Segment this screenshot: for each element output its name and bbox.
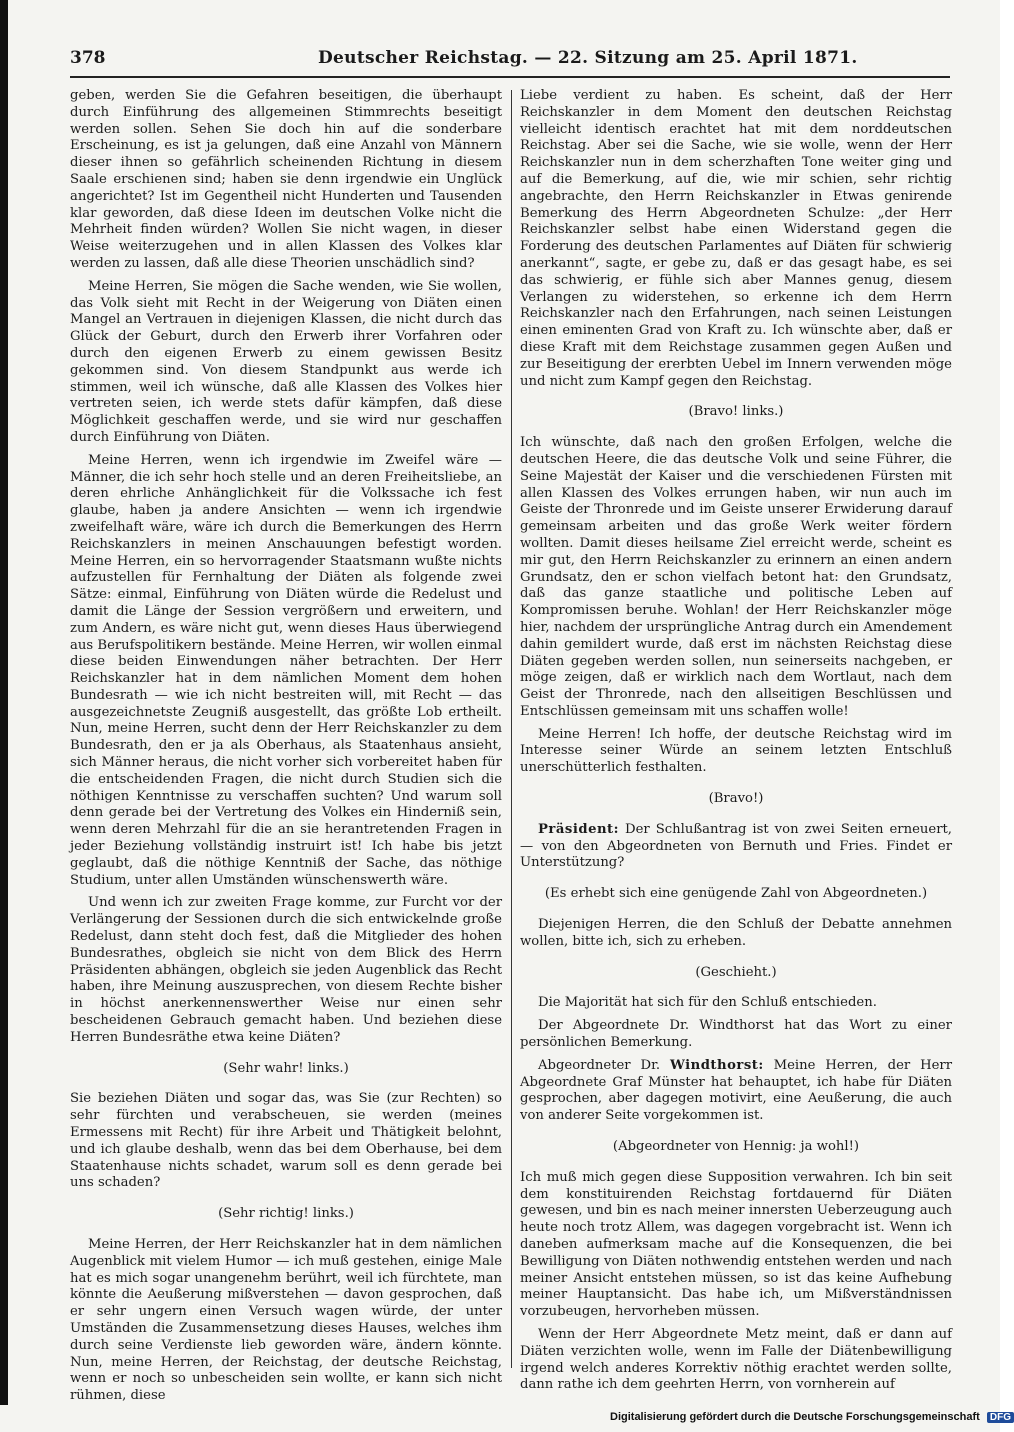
page-title: Deutscher Reichstag. — 22. Sitzung am 25. April 1871. [318, 48, 858, 68]
left-column [70, 88, 502, 1404]
paragraph: Meine Herren! Ich hoffe, der deutsche Reichstag wird im Interesse seiner Würde an seinem letzten Entschluß unerschütterlich festhalten. [520, 726, 952, 776]
speaker-name: Windthorst: [670, 1057, 764, 1073]
paragraph [520, 1058, 952, 1125]
paragraph: Ich muß mich gegen diese Supposition verwahren. Ich bin seit dem konstituirenden Reichstag fortdauernd für Diäten gewesen, und bin es nach meiner innersten Ueberzeugung auch heute noch trotz Allem, was dagegen vorgebracht ist. Wenn ich daneben aufmerksam mache auf die Konsequenzen, die bei Bewilligung von Diäten nothwendig entstehen werden und nach meiner Ansicht entstehen müssen, so ist das keine Aufhebung meiner Hauptansicht. Das habe ich, um Mißverständnissen vorzubeugen, hervorheben müssen. [520, 1169, 952, 1320]
paragraph: geben, werden Sie die Gefahren beseitigen, die überhaupt durch Einführung des allgemeinen Stimmrechts beseitigt werden sollen. Sehen Sie doch hin auf die sonderbare Erscheinung, es ist ja gelungen, daß eine Anzahl von Männern dieser ihnen so gefährlich scheinenden Richtung in diesem Saale erschienen sind; haben sie denn irgendwie ein Unglück angerichtet? Ist im Gegentheil nicht Hunderten und Tausenden klar geworden, daß diese Ideen im deutschen Volke nicht die Mehrheit finden würden? Wollen Sie nicht wagen, in dieser Weise weiterzugehen und in allen Klassen des Volkes klar werden zu lassen, daß alle diese Theorien unschädlich sind? [70, 88, 502, 271]
paragraph: Wenn der Herr Abgeordnete Metz meint, daß er dann auf Diäten verzichten wolle, wenn im Falle der Diätenbewilligung irgend welch anderes Korrektiv nöthig erachtet werden sollte, dann rathe ich dem geehrten Herrn, von vornherein auf [520, 1327, 952, 1393]
paragraph: Und wenn ich zur zweiten Frage komme, zur Furcht vor der Verlängerung der Sessionen durch die sich entwickelnde große Redelust, dann steht doch fest, daß die Mitglieder des hohen Bundesrathes, obgleich sie nicht von dem Blick des Herrn Präsidenten abhängen, obgleich sie jeden Augenblick das Recht haben, ihre Meinung auszusprechen, von diesem Rechte bisher in höchst anerkennenswerther Weise nur einen sehr bescheidenen Gebrauch gemacht haben. Und beziehen diese Herren Bundesräthe etwa keine Diäten? [70, 895, 502, 1045]
interjection: (Geschieht.) [695, 964, 777, 980]
dfg-logo: DFG [987, 1412, 1014, 1423]
speaker-name: Präsident: [538, 821, 620, 837]
page-header [70, 44, 950, 74]
credit-text: Digitalisierung gefördert durch die Deutsche Forschungsgemeinschaft [610, 1411, 980, 1423]
right-column [520, 88, 952, 1393]
paragraph: Sie beziehen Diäten und sogar das, was Sie (zur Rechten) so sehr fürchten und verabscheuen, sie werden (meines Ermessens mit Recht) für ihre Arbeit und Thätigkeit belohnt, und ich glaube deshalb, wenn das bei dem Oberhause, bei dem Staatenhause nichts schadet, warum soll es denn gerade bei uns schaden? [70, 1091, 502, 1191]
column-divider [511, 90, 512, 1368]
speech-text: Meine Herren, der Herr Abgeordnete Graf Münster hat behauptet, ich habe für Diäten gesprochen, aber dagegen motivirt, eine Aeußerung, die auch von anderer Seite vorgekommen ist. [520, 1057, 952, 1124]
paragraph [520, 822, 952, 872]
paragraph: Liebe verdient zu haben. Es scheint, daß der Herr Reichskanzler in dem Moment den deutschen Reichstag vielleicht identisch erachtet hat mit dem norddeutschen Reichstag. Aber sei die Sache, wie sie wolle, wenn der Herr Reichskanzler nun in dem scherzhaften Tone weiter ging und auf die Bemerkung, auf die, wie mir schien, sehr richtig angebrachte, den Herrn Reichskanzler in Etwas genirende Bemerkung des Herrn Abgeordneten Schulze: „der Herr Reichskanzler selbst habe einen Widerstand gegen die Forderung des deutschen Parlamentes auf Diäten für schwierig anerkannt“, sagte, er gebe zu, daß er das gesagt habe, es sei das schwierig, er fühle sich aber Mannes genug, diesem Verlangen zu widerstehen, so erkenne ich dem Herrn Reichskanzler nach den Erfahrungen, nach seinen Leistungen einen eminenten Grad von Kraft zu. Ich wünschte aber, daß er diese Kraft mit dem Reichstage zusammen gegen Außen und zur Beseitigung der ererbten Uebel im Innern verwenden möge und nicht zum Kampf gegen den Reichstag. [520, 88, 952, 389]
paragraph: Meine Herren, wenn ich irgendwie im Zweifel wäre — Männer, die ich sehr hoch stelle und an deren Freiheitsliebe, an deren ehrliche Anhänglichkeit für die Volkssache ich fest glaube, haben ja andere Ansichten — wenn ich irgendwie zweifelhaft wäre, wäre ich durch die Bemerkungen des Herrn Reichskanzlers in meinen Anschauungen befestigt worden. Meine Herren, ein so hervorragender Staatsmann wußte nichts aufzustellen für Fernhaltung der Diäten als folgende zwei Sätze: einmal, Einführung von Diäten würde die Redelust und damit die Länge der Session vergrößern und erweitern, und zum Andern, es wäre nicht gut, wenn dieses Haus überwiegend aus Berufspolitikern bestände. Meine Herren, wir wollen einmal diese beiden Einwendungen näher betrachten. Der Herr Reichskanzler hat in dem nämlichen Moment dem hohen Bundesrath — wie ich nicht bestreiten will, mit Recht — das ausgezeichnetste Zeugniß ausgestellt, das größte Lob ertheilt. Nun, meine Herren, sucht denn der Herr Reichskanzler zu dem Bundesrath, den er ja als Oberhaus, als Staatenhaus ansieht, sich Männer heraus, die nicht vorher sich vorbereitet haben für die entscheidenden Fragen, die nicht durch Studien sich die nöthigen Kenntnisse zu verschaffen suchten? Und warum soll denn gerade bei der Vertretung des Volkes ein Hinderniß sein, wenn deren Mehrzahl für die an sie herantretenden Fragen in jeder Beziehung vollständig instruirt ist! Ich habe bis jetzt geglaubt, daß die nöthige Kenntniß der Sache, das nöthige Studium, unter allen Umständen wünschenswerth wäre. [70, 452, 502, 888]
paragraph: Der Abgeordnete Dr. Windthorst hat das Wort zu einer persönlichen Bemerkung. [520, 1018, 952, 1051]
speaker-prefix: Abgeordneter Dr. [538, 1057, 671, 1073]
scan-edge [0, 0, 8, 1405]
interjection: (Abgeordneter von Hennig: ja wohl!) [612, 1139, 860, 1155]
interjection: (Sehr wahr! links.) [223, 1060, 349, 1076]
paragraph: Meine Herren, der Herr Reichskanzler hat in dem nämlichen Augenblick mit vielem Humor — ich muß gestehen, einige Male hat es mich sogar unangenehm berührt, weil ich fürchtete, man könnte die Aeußerung mißverstehen — davon gesprochen, daß er sehr ungern einen Versuch wagen würde, der unter Umständen die Zusammensetzung dieses Hauses, welches ihm durch seine Verdienste lieb geworden wäre, ändern könnte. Nun, meine Herren, der Reichstag, der deutsche Reichstag, wenn er noch so unbescheiden sein wollte, er kann sich nicht rühmen, diese [70, 1237, 502, 1404]
interjection: (Bravo!) [708, 791, 764, 807]
page-number: 378 [70, 48, 106, 68]
digitization-credit [610, 1411, 1011, 1429]
paragraph: Ich wünschte, daß nach den großen Erfolgen, welche die deutschen Heere, die das deutsche Volk und seine Führer, die Seine Majestät der Kaiser und die verschiedenen Fürsten mit allen Klassen des Volkes errungen haben, wir nun auch im Geiste der Thronrede und im Geiste unserer Erwiderung darauf gemeinsam arbeiten und das große Werk weiter fördern wollten. Damit dieses heilsame Ziel erreicht werde, scheint es mir gut, den Herrn Reichskanzler zu erinnern an einen andern Grundsatz, den er schon vielfach betont hat: den Grundsatz, daß das ganze staatliche und politische Leben auf Kompromissen beruhe. Wohlan! der Herr Reichskanzler möge hier, nachdem der ursprüngliche Antrag durch ein Amendement dahin gemildert wurde, daß erst im nächsten Reichstag diese Diäten gegeben werden sollen, nun seinerseits nachgeben, er möge zeigen, daß er wirklich nach dem Wortlaut, nach dem Geist der Thronrede, nach den allseitigen Beschlüssen und Entschlüssen gemeinsam mit uns schaffen wolle! [520, 435, 952, 719]
interjection: (Es erhebt sich eine genügende Zahl von Abgeordneten.) [544, 886, 928, 902]
speech-text: Der Schlußantrag ist von zwei Seiten erneuert, — von den Abgeordneten von Bernuth und Fries. Findet er Unterstützung? [520, 821, 952, 871]
interjection: (Sehr richtig! links.) [218, 1206, 354, 1222]
paragraph: Meine Herren, Sie mögen die Sache wenden, wie Sie wollen, das Volk sieht mit Recht in der Weigerung von Diäten einen Mangel an Vertrauen in diejenigen Klassen, die nicht durch das Glück der Geburt, durch den Erwerb ihrer Vorfahren oder durch den eigenen Erwerb zu einem gewissen Besitz gekommen sind. Von diesem Standpunkt aus werde ich stimmen, weil ich wünsche, daß alle Klassen des Volkes hier vertreten seien, ich werde stets dafür kämpfen, daß diese Möglichkeit geschaffen werde, und sie wird nur geschaffen durch Einführung von Diäten. [70, 278, 502, 445]
header-rule [70, 76, 950, 78]
interjection: (Bravo! links.) [688, 404, 784, 420]
paragraph: Diejenigen Herren, die den Schluß der Debatte annehmen wollen, bitte ich, sich zu erheben. [520, 917, 952, 949]
paragraph: Die Majorität hat sich für den Schluß entschieden. [538, 995, 877, 1011]
